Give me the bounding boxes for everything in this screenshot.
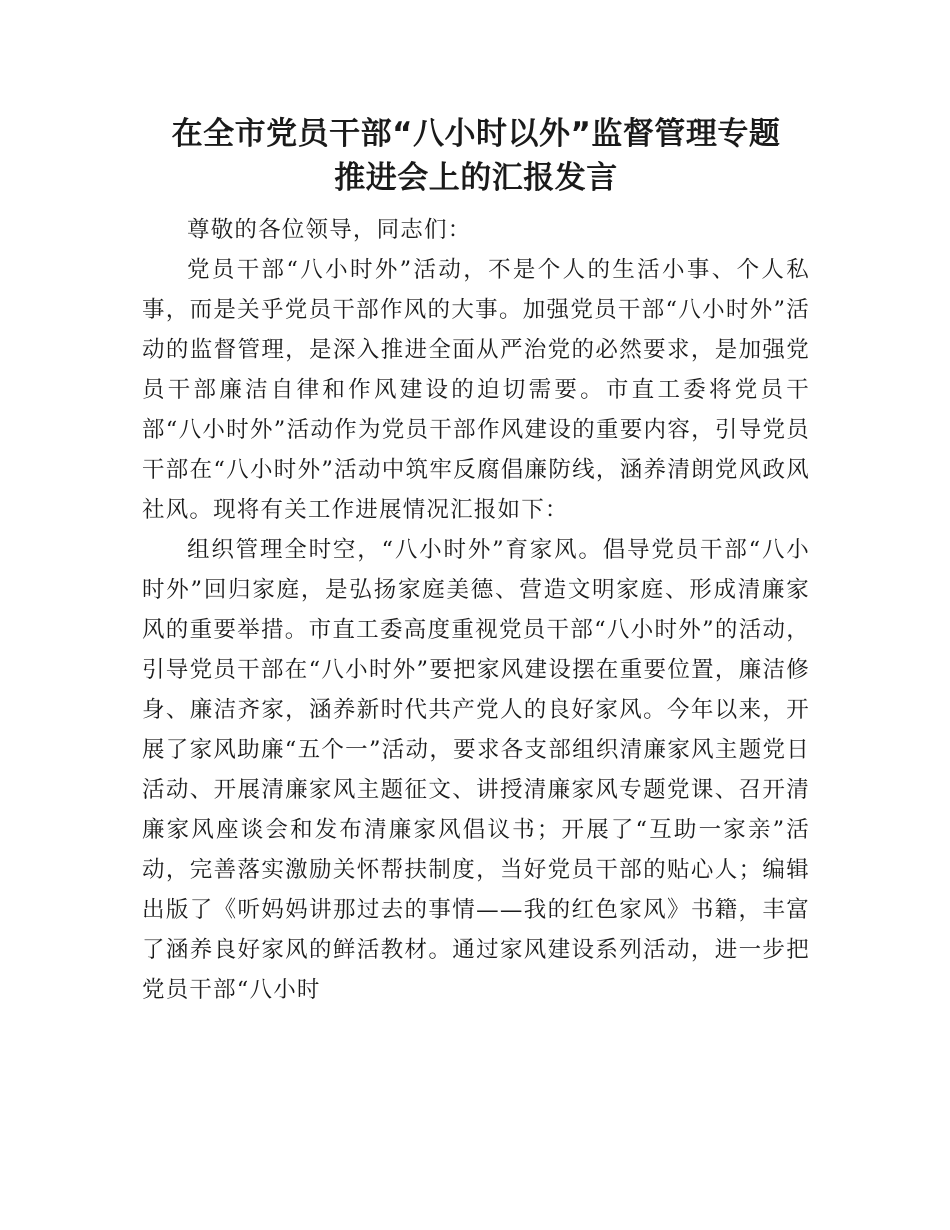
document-page [142, 112, 810, 1010]
document-title [142, 112, 810, 200]
title-line-2: 推进会上的汇报发言 [334, 160, 618, 196]
salutation: 尊敬的各位领导，同志们： [187, 217, 472, 243]
title-line-1: 在全市党员干部“八小时以外”监督管理专题 [171, 116, 781, 152]
paragraph-intro: 党员干部“八小时外”活动，不是个人的生活小事、个人私事，而是关乎党员干部作风的大事。加强党员干部“八小时外”活动的监督管理，是深入推进全面从严治党的必然要求，是加强党员干部廉洁自律和作风建设的迫切需要。市直工委将党员干部“八小时外”活动作为党员干部作风建设的重要内容，引导党员干部在“八小时外”活动中筑牢反腐倡廉防线，涵养清朗党风政风社风。现将有关工作进展情况汇报如下： [142, 257, 810, 523]
paragraph-family-style: 组织管理全时空，“八小时外”育家风。倡导党员干部“八小时外”回归家庭，是弘扬家庭美德、营造文明家庭、形成清廉家风的重要举措。市直工委高度重视党员干部“八小时外”的活动，引导党员干部在“八小时外”要把家风建设摆在重要位置，廉洁修身、廉洁齐家，涵养新时代共产党人的良好家风。今年以来，开展了家风助廉“五个一”活动，要求各支部组织清廉家风主题党日活动、开展清廉家风主题征文、讲授清廉家风专题党课、召开清廉家风座谈会和发布清廉家风倡议书；开展了“互助一家亲”活动，完善落实激励关怀帮扶制度，当好党员干部的贴心人；编辑出版了《听妈妈讲那过去的事情——我的红色家风》书籍，丰富了涵养良好家风的鲜活教材。通过家风建设系列活动，进一步把党员干部“八小时 [142, 537, 810, 1003]
